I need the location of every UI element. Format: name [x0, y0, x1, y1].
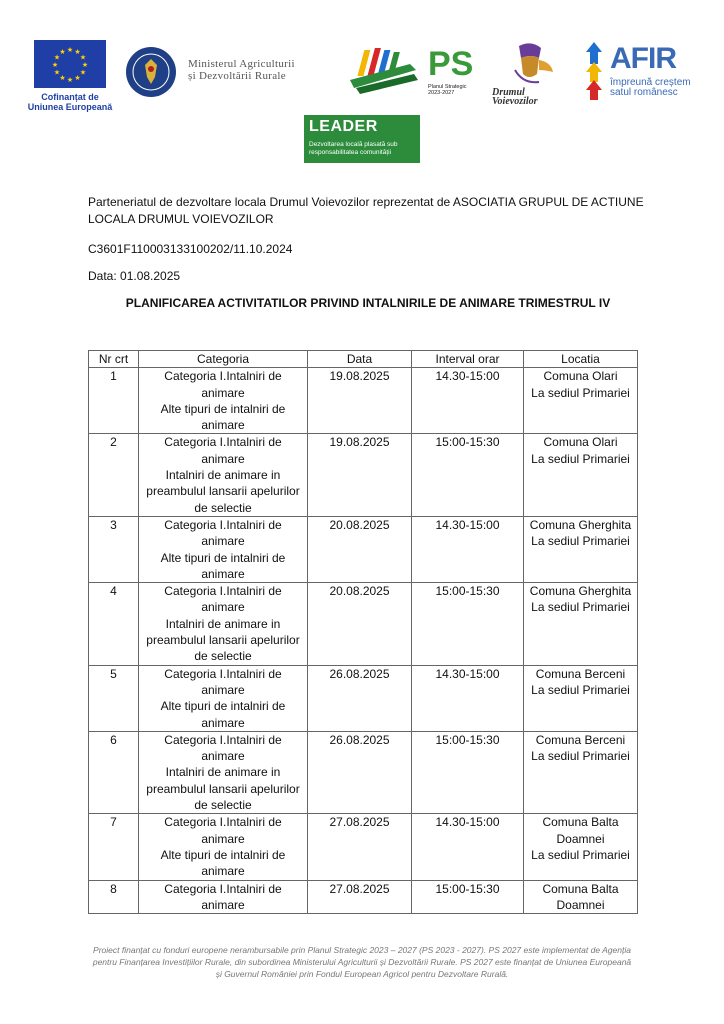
row-category: Categoria I.Intalniri de animare — [139, 880, 308, 914]
government-seal-icon — [126, 47, 176, 97]
table-row — [89, 814, 638, 880]
leader-label: LEADER — [309, 118, 378, 135]
row-category: Categoria I.Intalniri de animare Intalniri de animare in preambulul lansarii apelurilor de selectie — [139, 583, 308, 665]
row-interval: 15:00-15:30 — [412, 583, 524, 665]
svg-text:★: ★ — [66, 76, 74, 84]
document-title: PLANIFICAREA ACTIVITATILOR PRIVIND INTALNIRILE DE ANIMARE TRIMESTRUL IV — [125, 296, 611, 310]
row-interval: 14.30-15:00 — [412, 516, 524, 582]
row-interval: 15:00-15:30 — [412, 880, 524, 914]
row-number: 5 — [89, 665, 139, 731]
header-nr-crt: Nr crt — [89, 351, 139, 368]
row-interval: 14.30-15:00 — [412, 368, 524, 434]
eu-cofinancing-caption: Cofinanțat de Uniunea Europeană — [27, 92, 113, 112]
row-location: Comuna Gherghita La sediul Primariei — [524, 516, 638, 582]
header-interval-orar: Interval orar — [412, 351, 524, 368]
row-number: 8 — [89, 880, 139, 914]
afir-logo-icon — [582, 40, 606, 102]
row-date: 26.08.2025 — [308, 665, 412, 731]
svg-text:★: ★ — [53, 53, 61, 62]
row-category: Categoria I.Intalniri de animare Intalniri de animare in preambulul lansarii apelurilor de selectie — [139, 731, 308, 813]
row-number: 2 — [89, 434, 139, 516]
leader-logo — [304, 115, 420, 163]
afir-tagline: împreună creștem satul românesc — [610, 77, 691, 98]
row-date: 19.08.2025 — [308, 434, 412, 516]
svg-text:★: ★ — [74, 48, 81, 56]
svg-text:★: ★ — [53, 68, 61, 77]
row-category: Categoria I.Intalniri de animare Alte tipuri de intalniri de animare — [139, 814, 308, 880]
row-interval: 15:00-15:30 — [412, 731, 524, 813]
leader-caption: Dezvoltarea locală plasată sub responsabilitatea comunității — [309, 141, 398, 156]
row-location: Comuna Gherghita La sediul Primariei — [524, 583, 638, 665]
table-row — [89, 665, 638, 731]
row-location: Comuna Olari La sediul Primariei — [524, 368, 638, 434]
table-row — [89, 368, 638, 434]
row-interval: 14.30-15:00 — [412, 665, 524, 731]
planul-strategic-caption: Planul Strategic 2023-2027 — [428, 84, 467, 96]
row-category: Categoria I.Intalniri de animare Alte tipuri de intalniri de animare — [139, 665, 308, 731]
row-date: 19.08.2025 — [308, 368, 412, 434]
table-row — [89, 516, 638, 582]
planul-strategic-label: PS — [428, 45, 474, 83]
svg-text:★: ★ — [81, 61, 89, 69]
drumul-voievozilor-caption: Drumul Voievozilor — [492, 87, 538, 107]
row-location: Comuna Balta Doamnei La sediul Primariei — [524, 814, 638, 880]
planul-strategic-logo-icon — [350, 44, 424, 96]
eu-flag-icon — [34, 40, 106, 88]
table-row — [89, 880, 638, 914]
svg-text:★: ★ — [59, 74, 66, 82]
svg-text:★: ★ — [51, 61, 59, 69]
svg-text:★: ★ — [79, 68, 87, 77]
header-locatia: Locatia — [524, 351, 638, 368]
row-category: Categoria I.Intalniri de animare Intalniri de animare in preambulul lansarii apelurilor de selectie — [139, 434, 308, 516]
drumul-voievozilor-logo-icon — [505, 40, 557, 88]
row-category: Categoria I.Intalniri de animare Alte tipuri de intalniri de animare — [139, 368, 308, 434]
svg-text:★: ★ — [59, 48, 66, 56]
row-number: 7 — [89, 814, 139, 880]
row-number: 3 — [89, 516, 139, 582]
row-date: 20.08.2025 — [308, 516, 412, 582]
row-date: 27.08.2025 — [308, 880, 412, 914]
document-date: Data: 01.08.2025 — [88, 269, 181, 283]
header-categoria: Categoria — [139, 351, 308, 368]
row-interval: 15:00-15:30 — [412, 434, 524, 516]
row-number: 4 — [89, 583, 139, 665]
afir-label: AFIR — [610, 42, 676, 75]
row-date: 27.08.2025 — [308, 814, 412, 880]
row-location: Comuna Berceni La sediul Primariei — [524, 665, 638, 731]
activities-table — [88, 350, 638, 914]
header-data: Data — [308, 351, 412, 368]
funding-footer: Proiect finanțat cu fonduri europene nerambursabile prin Planul Strategic 2023 – 2027 (PS 2023 - 2027). PS 2027 este implementat de Agenția pentru Finanțarea Investițiilor Rurale, din subordinea Ministerului Agriculturii și Dezvoltării Rurale. PS 2027 este finanțat de Uniunea Europeană și Guvernul României prin Fondul European Agricol pentru Dezvoltare Rurală. — [92, 945, 632, 979]
row-date: 20.08.2025 — [308, 583, 412, 665]
partnership-intro: Parteneriatul de dezvoltare locala Drumul Voievozilor reprezentat de ASOCIATIA GRUPUL DE ACTIUNE LOCALA DRUMUL VOIEVOZILOR — [88, 195, 644, 226]
table-row — [89, 434, 638, 516]
row-category: Categoria I.Intalniri de animare Alte tipuri de intalniri de animare — [139, 516, 308, 582]
table-row — [89, 583, 638, 665]
ministry-logo-text: Ministerul Agriculturii și Dezvoltării Rurale — [188, 58, 295, 82]
svg-text:★: ★ — [79, 53, 87, 62]
svg-text:★: ★ — [74, 74, 81, 82]
row-date: 26.08.2025 — [308, 731, 412, 813]
row-number: 1 — [89, 368, 139, 434]
table-header-row — [89, 351, 638, 368]
row-interval: 14.30-15:00 — [412, 814, 524, 880]
table-row — [89, 731, 638, 813]
row-number: 6 — [89, 731, 139, 813]
row-location: Comuna Balta Doamnei — [524, 880, 638, 914]
svg-text:★: ★ — [66, 46, 74, 54]
contract-number: C3601F110003133100202/11.10.2024 — [88, 242, 293, 256]
row-location: Comuna Olari La sediul Primariei — [524, 434, 638, 516]
row-location: Comuna Berceni La sediul Primariei — [524, 731, 638, 813]
